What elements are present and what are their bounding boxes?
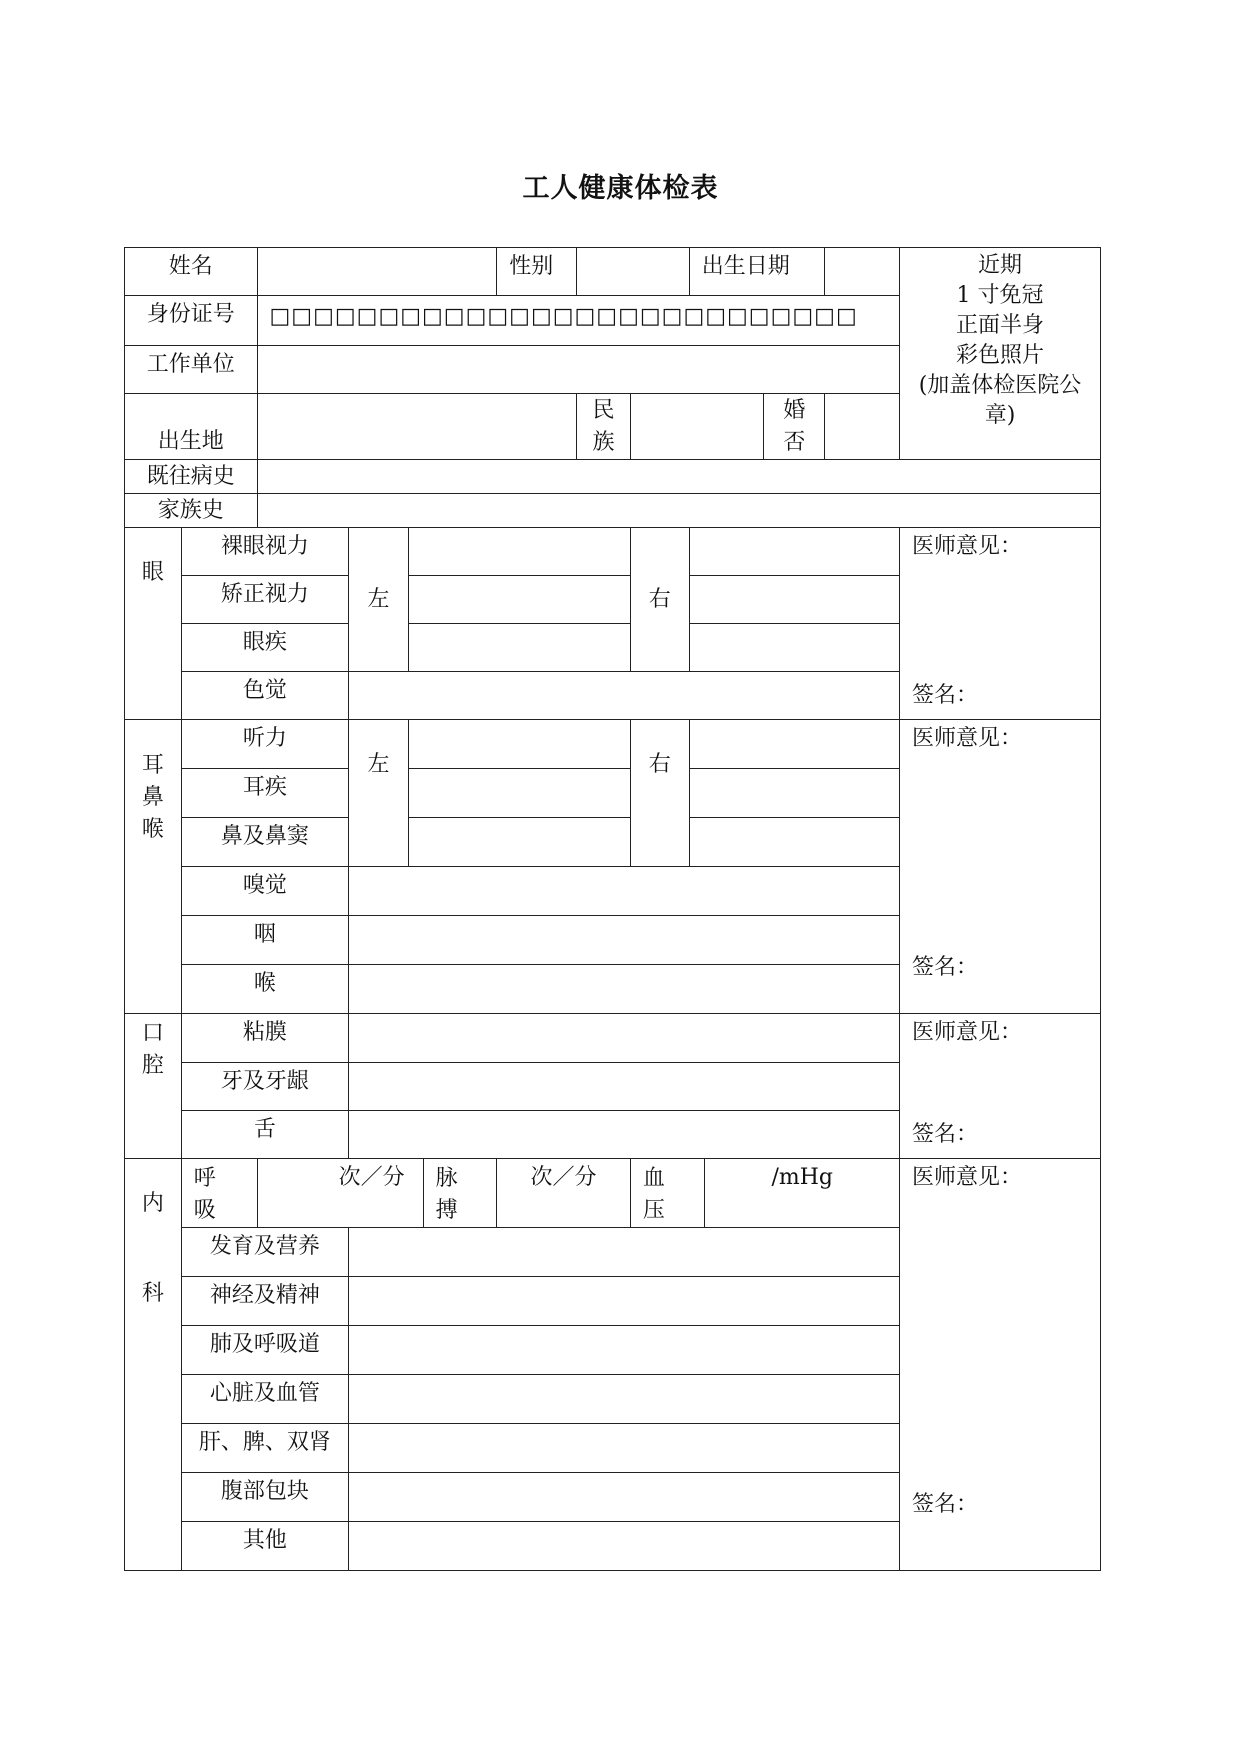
heart-field[interactable] — [349, 1375, 900, 1424]
eye-right-naked-field[interactable] — [689, 528, 899, 576]
ethnicity-field[interactable] — [630, 394, 764, 460]
eye-left-disease-field[interactable] — [408, 624, 630, 672]
birthplace-label: 出生地 — [125, 394, 258, 460]
mouth-row-mucosa: 粘膜 — [181, 1014, 348, 1063]
teeth-gums-field[interactable] — [349, 1063, 900, 1111]
id-number-boxes[interactable]: □□□□□□□□□□□□□□□□□□□□□□□□□□□ — [257, 296, 899, 346]
health-check-form — [124, 247, 1101, 1571]
eye-left-label: 左 — [349, 528, 409, 672]
signature-label: 签名： — [912, 1122, 979, 1147]
name-label: 姓名 — [125, 248, 258, 296]
ent-row-hearing: 听力 — [181, 720, 348, 769]
ent-row-pharynx: 咽 — [181, 916, 348, 965]
birthdate-field[interactable] — [825, 248, 900, 296]
ent-right-label: 右 — [630, 720, 689, 867]
internal-row-abdominal-mass: 腹部包块 — [181, 1473, 348, 1522]
mouth-row-tongue: 舌 — [181, 1111, 348, 1159]
breath-field[interactable]: 次／分 — [257, 1159, 423, 1228]
ethnicity-label: 民族 — [577, 394, 631, 460]
history-label: 既往病史 — [125, 460, 258, 494]
ent-row-nose-sinus: 鼻及鼻窦 — [181, 818, 348, 867]
mouth-doctor-opinion[interactable] — [900, 1014, 1101, 1159]
internal-row-heart: 心脏及血管 — [181, 1375, 348, 1424]
birthplace-field[interactable] — [257, 394, 577, 460]
ent-section-label: 耳鼻喉 — [125, 720, 182, 1014]
photo-placeholder — [900, 248, 1101, 460]
bp-field[interactable]: /mHg — [705, 1159, 900, 1228]
family-history-field[interactable] — [257, 494, 1100, 528]
internal-section-label: 内 科 — [125, 1159, 182, 1571]
liver-spleen-kidney-field[interactable] — [349, 1424, 900, 1473]
lungs-field[interactable] — [349, 1326, 900, 1375]
mouth-row-teeth-gums: 牙及牙龈 — [181, 1063, 348, 1111]
signature-label: 签名： — [912, 1492, 979, 1517]
pulse-field[interactable]: 次／分 — [497, 1159, 631, 1228]
marital-label: 婚否 — [764, 394, 825, 460]
internal-doctor-opinion[interactable] — [900, 1159, 1101, 1571]
ent-left-ear-field[interactable] — [408, 769, 630, 818]
ent-right-nose-field[interactable] — [689, 818, 899, 867]
opinion-label: 医师意见： — [912, 726, 1023, 751]
other-field[interactable] — [349, 1522, 900, 1571]
tongue-field[interactable] — [349, 1111, 900, 1159]
ent-left-label: 左 — [349, 720, 409, 867]
ent-right-hearing-field[interactable] — [689, 720, 899, 769]
marital-field[interactable] — [825, 394, 900, 460]
form-title: 工人健康体检表 — [522, 173, 719, 204]
ent-row-smell: 嗅觉 — [181, 867, 348, 916]
signature-label: 签名： — [912, 683, 979, 708]
breath-label: 呼吸 — [181, 1159, 257, 1228]
ent-left-nose-field[interactable] — [408, 818, 630, 867]
eye-row-color-sense: 色觉 — [181, 672, 348, 720]
eye-row-naked-vision: 裸眼视力 — [181, 528, 348, 576]
opinion-label: 医师意见： — [912, 534, 1023, 559]
photo-text: 近期 1 寸免冠 正面半身 彩色照片 (加盖体检医院公章) — [918, 253, 1082, 428]
smell-field[interactable] — [349, 867, 900, 916]
larynx-field[interactable] — [349, 965, 900, 1014]
mouth-section-label: 口腔 — [125, 1014, 182, 1159]
birthdate-label: 出生日期 — [689, 248, 825, 296]
eye-left-corrected-field[interactable] — [408, 576, 630, 624]
eye-left-naked-field[interactable] — [408, 528, 630, 576]
eye-row-corrected-vision: 矫正视力 — [181, 576, 348, 624]
color-sense-field[interactable] — [349, 672, 900, 720]
work-unit-label: 工作单位 — [125, 346, 258, 394]
history-field[interactable] — [257, 460, 1100, 494]
neuro-field[interactable] — [349, 1277, 900, 1326]
eye-right-disease-field[interactable] — [689, 624, 899, 672]
eye-section-label: 眼 — [125, 528, 182, 720]
opinion-label: 医师意见： — [912, 1165, 1023, 1190]
pharynx-field[interactable] — [349, 916, 900, 965]
internal-row-other: 其他 — [181, 1522, 348, 1571]
mucosa-field[interactable] — [349, 1014, 900, 1063]
pulse-label: 脉搏 — [423, 1159, 497, 1228]
eye-right-label: 右 — [630, 528, 689, 672]
sex-label: 性别 — [497, 248, 577, 296]
id-label: 身份证号 — [125, 296, 258, 346]
ent-right-ear-field[interactable] — [689, 769, 899, 818]
internal-row-development: 发育及营养 — [181, 1228, 348, 1277]
family-history-label: 家族史 — [125, 494, 258, 528]
ent-row-larynx: 喉 — [181, 965, 348, 1014]
eye-row-disease: 眼疾 — [181, 624, 348, 672]
work-unit-field[interactable] — [257, 346, 899, 394]
ent-doctor-opinion[interactable] — [900, 720, 1101, 1014]
signature-label: 签名： — [912, 955, 979, 980]
internal-row-lungs: 肺及呼吸道 — [181, 1326, 348, 1375]
development-field[interactable] — [349, 1228, 900, 1277]
eye-right-corrected-field[interactable] — [689, 576, 899, 624]
abdominal-mass-field[interactable] — [349, 1473, 900, 1522]
bp-label: 血压 — [630, 1159, 705, 1228]
internal-row-neuro: 神经及精神 — [181, 1277, 348, 1326]
ent-row-ear-disease: 耳疾 — [181, 769, 348, 818]
ent-left-hearing-field[interactable] — [408, 720, 630, 769]
name-field[interactable] — [257, 248, 497, 296]
eye-doctor-opinion[interactable] — [900, 528, 1101, 720]
internal-row-liver-spleen-kidney: 肝、脾、双肾 — [181, 1424, 348, 1473]
opinion-label: 医师意见： — [912, 1020, 1023, 1045]
sex-field[interactable] — [577, 248, 690, 296]
